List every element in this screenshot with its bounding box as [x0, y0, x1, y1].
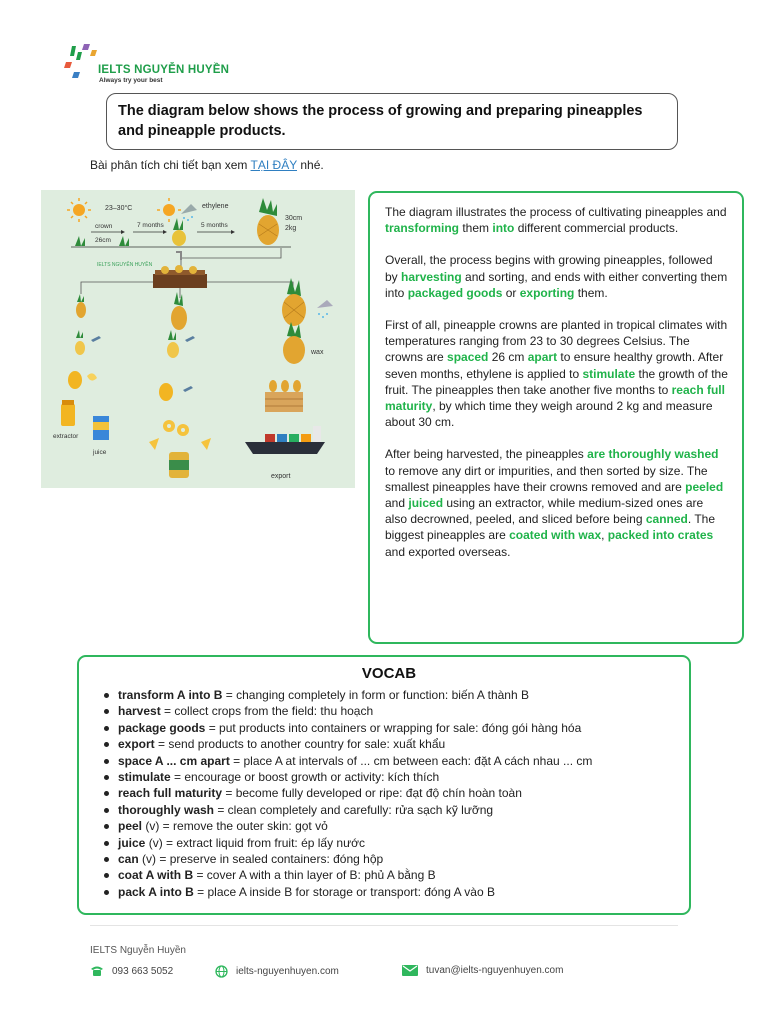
essay-text: them.: [574, 285, 608, 300]
arrow: [207, 282, 293, 288]
vocab-definition: = put products into containers or wrapping for sale: đóng gói hàng hóa: [205, 720, 582, 735]
vocab-item: [103, 884, 675, 900]
essay-highlight: juiced: [408, 496, 444, 511]
footer-phone: [90, 965, 173, 977]
essay-text: . The biggest pineapples are: [385, 512, 716, 543]
vocab-item: [103, 835, 675, 851]
small-pineapple-icon: [76, 294, 86, 318]
vocab-term: package goods: [118, 720, 206, 735]
essay-highlight: are thoroughly washed: [587, 447, 719, 462]
vocab-item: [103, 703, 675, 719]
vocab-definition: = become fully developed or ripe: đạt độ chín hoàn toàn: [222, 786, 522, 801]
essay-text: using an extractor, while medium-sized ones are also decrowned, peeled, and sliced before being: [385, 496, 704, 527]
mail-icon: [402, 965, 418, 976]
vocab-definition: = preserve in sealed containers: đóng hộp: [156, 852, 384, 867]
cargo-ship-icon: [245, 426, 325, 454]
medium-pineapple-icon: [171, 292, 187, 330]
pineapple-rings-icon: [149, 420, 211, 450]
essay-text: , by which time they weigh around 2 kg and measure about 30 cm.: [385, 399, 713, 430]
washing-tray-icon: [153, 252, 207, 288]
essay-text: to remove any dirt or impurities, and then sorted by size. The smallest pineapples have their crowns removed and are: [385, 463, 708, 494]
vocab-item: [103, 753, 675, 769]
vocab-term: thoroughly wash: [118, 802, 214, 817]
months-1-label: 7 months: [137, 222, 164, 229]
watermark-text: IELTS NGUYỄN HUYỀN: [97, 262, 153, 268]
footer-email-link[interactable]: tuvan@ielts-nguyenhuyen.com: [426, 965, 564, 976]
vocab-term: space A ... cm apart: [118, 753, 230, 768]
juice-label: juice: [93, 449, 107, 456]
vocab-item: [103, 769, 675, 785]
vocab-list: [103, 687, 675, 900]
essay-text: First of all, pineapple crowns are planted in tropical climates with temperatures ranging from 23 to 30 degrees Celsius. The crowns are: [385, 318, 728, 365]
essay-highlight: exporting: [519, 285, 575, 300]
footer-phone-text: 093 663 5052: [112, 965, 174, 977]
pineapple-crown-icon: [119, 236, 129, 246]
vocab-part-of-speech: (v): [138, 852, 157, 867]
big-pineapple-icon: [282, 278, 306, 326]
peeled-pineapple-icon: [159, 383, 193, 401]
wax-label: wax: [311, 349, 324, 356]
essay-text: Overall, the process begins with growing pineapples, followed by: [385, 253, 713, 284]
essay-paragraph: [385, 317, 728, 430]
temperature-label: 23–30°C: [105, 205, 133, 212]
essay-highlight: packed into crates: [607, 528, 714, 543]
footer-brand: IELTS Nguyễn Huyền: [90, 945, 186, 956]
essay-highlight: packaged goods: [407, 285, 503, 300]
ripe-pineapple-icon: [257, 198, 279, 245]
vocab-item: [103, 802, 675, 818]
vocab-term: coat A with B: [118, 868, 194, 883]
phone-icon: [90, 965, 104, 977]
model-essay-box: [368, 191, 744, 644]
sliced-pineapple-icon: [68, 371, 97, 389]
vocab-title: VOCAB: [361, 665, 417, 682]
vocab-item: [103, 736, 675, 752]
decrowned-pineapple-icon: [167, 330, 195, 358]
vocab-item: [103, 785, 675, 801]
essay-paragraph: [385, 252, 728, 301]
small-pineapple-icon: [172, 218, 186, 246]
essay-text: and exported overseas.: [385, 544, 511, 559]
model-essay: [385, 204, 728, 560]
vocab-definition: = extract liquid from fruit: ép lấy nước: [162, 835, 365, 850]
waxed-pineapple-icon: [283, 322, 305, 364]
essay-text: or: [502, 285, 520, 300]
extractor-label: extractor: [53, 433, 79, 440]
sun-icon: [157, 198, 181, 222]
footer-website-link[interactable]: ielts-nguyenhuyen.com: [236, 966, 339, 977]
vocab-term: stimulate: [118, 770, 171, 785]
can-icon: [169, 452, 189, 478]
essay-highlight: harvesting: [401, 269, 462, 284]
essay-highlight: into: [492, 221, 515, 236]
essay-text: 26 cm: [488, 350, 528, 365]
vocab-definition: = remove the outer skin: gọt vỏ: [159, 819, 328, 834]
logo-slogan: Always try your best: [99, 77, 163, 84]
essay-text: The diagram illustrates the process of cultivating pineapples and: [385, 205, 727, 219]
arrow-head: [121, 230, 125, 234]
vocab-item: [103, 818, 675, 834]
essay-paragraph: [385, 446, 728, 559]
vocab-term: peel: [118, 819, 143, 834]
vocab-part-of-speech: (v): [142, 819, 160, 834]
vocab-term: can: [118, 852, 139, 867]
essay-highlight: coated with wax: [509, 528, 602, 543]
export-label: export: [271, 473, 291, 480]
logo-name: IELTS NGUYỄN HUYỀN: [98, 64, 230, 76]
crown-label: crown: [95, 223, 113, 230]
globe-icon: [215, 965, 228, 978]
vocab-item: [103, 687, 675, 703]
essay-highlight: reach full maturity: [385, 382, 725, 414]
peeled-pineapple-icon: [75, 330, 101, 355]
pineapple-crown-icon: [75, 236, 85, 246]
months-2-label: 5 months: [201, 222, 228, 229]
vocab-term: export: [118, 737, 155, 752]
vocab-box: [77, 655, 691, 915]
vocab-item: [103, 851, 675, 867]
link-line-after: nhé.: [297, 158, 324, 172]
size-label: 30cm: [285, 215, 303, 222]
essay-text: the growth of the fruit. The pineapples then take another five months to: [385, 366, 728, 397]
crate-icon: [265, 380, 303, 412]
essay-paragraph: [385, 204, 728, 236]
link-line-before: Bài phân tích chi tiết bạn xem: [90, 158, 251, 172]
wax-spray-icon: [317, 300, 333, 318]
vocab-term: juice: [118, 835, 146, 850]
vocab-term: pack A into B: [118, 884, 194, 899]
vocab-item: [103, 720, 675, 736]
extractor-icon: [61, 400, 75, 426]
spacing-label: 26cm: [95, 237, 111, 244]
analysis-link[interactable]: TẠI ĐÂY: [250, 158, 298, 172]
weight-label: 2kg: [285, 225, 297, 232]
logo-mark-icon: [64, 42, 98, 82]
footer-divider: [90, 925, 678, 926]
vocab-item: [103, 867, 675, 883]
vocab-definition: = send products to another country for sale: xuất khẩu: [154, 737, 446, 752]
vocab-term: transform A into B: [118, 688, 223, 702]
sun-icon: [67, 198, 91, 222]
arrow-head: [163, 230, 167, 234]
brand-logo: [64, 42, 244, 84]
essay-highlight: peeled: [685, 479, 724, 494]
arrow: [81, 282, 153, 294]
vocab-definition: = clean completely and carefully: rửa sạch kỹ lưỡng: [214, 802, 494, 817]
essay-text: ,: [601, 528, 608, 543]
vocab-definition: = cover A with a thin layer of B: phủ A bằng B: [193, 868, 436, 883]
essay-text: and: [385, 496, 409, 511]
vocab-term: reach full maturity: [118, 786, 223, 801]
essay-text: them: [459, 221, 493, 236]
essay-highlight: transforming: [385, 221, 460, 236]
essay-highlight: stimulate: [582, 366, 636, 381]
ethylene-label: ethylene: [202, 203, 229, 210]
essay-highlight: spaced: [447, 350, 489, 365]
essay-text: After being harvested, the pineapples: [385, 447, 588, 462]
essay-highlight: canned: [645, 512, 688, 527]
footer-email: [402, 965, 563, 976]
analysis-link-line: [90, 158, 324, 172]
shower-icon: [181, 204, 197, 221]
vocab-definition: = place A inside B for storage or transport: đóng A vào B: [193, 884, 495, 899]
arrow: [181, 248, 281, 268]
pineapple-process-diagram: [41, 190, 355, 488]
essay-highlight: apart: [527, 350, 558, 365]
task-prompt-box: [106, 93, 678, 150]
vocab-term: harvest: [118, 704, 161, 719]
arrow-head: [231, 230, 235, 234]
vocab-part-of-speech: (v): [145, 835, 163, 850]
task-prompt: The diagram below shows the process of growing and preparing pineapples and pineapple products.: [118, 103, 643, 139]
footer-website: [215, 965, 339, 978]
vocab-definition: = place A at intervals of ... cm between each: đặt A cách nhau ... cm: [229, 753, 593, 768]
essay-text: different commercial products.: [514, 221, 679, 236]
essay-text: to ensure healthy growth. After seven months, ethylene is applied to: [385, 350, 724, 381]
essay-text: and sorting, and ends with either converting them into: [385, 269, 728, 300]
vocab-definition: = collect crops from the field: thu hoạch: [160, 704, 374, 719]
vocab-definition: = changing completely in form or function: biến A thành B: [222, 688, 529, 702]
juice-box-icon: [93, 416, 109, 440]
vocab-definition: = encourage or boost growth or activity: kích thích: [170, 770, 440, 785]
